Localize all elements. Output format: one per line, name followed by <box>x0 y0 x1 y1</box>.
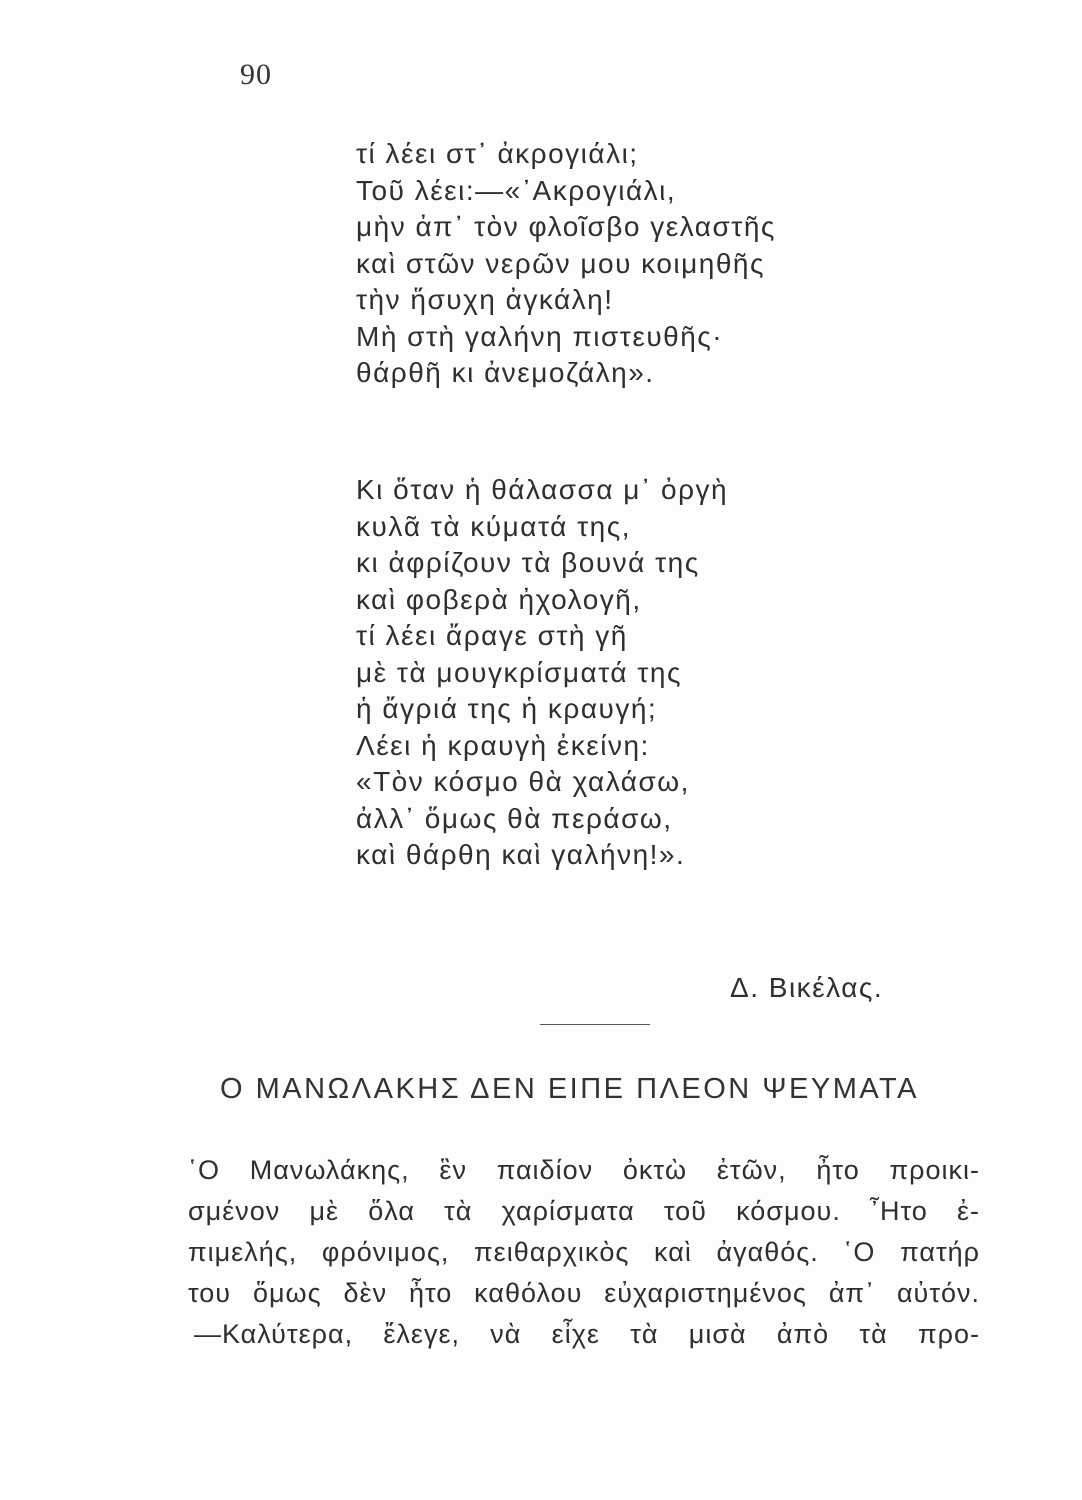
poem-stanza-2 <box>356 472 728 874</box>
poem-line: ἡ ἄγριά της ἡ κραυγή; <box>356 693 658 724</box>
story-line: —Καλύτερα, ἔλεγε, νὰ εἶχε τὰ μισὰ ἀπὸ τὰ προ- <box>194 1319 980 1349</box>
poem-line: «Τὸν κόσμο θὰ χαλάσω, <box>356 766 690 797</box>
story-line: ῾Ο Μανωλάκης, ἓν παιδίον ὀκτὼ ἐτῶν, ἦτο προικι- <box>188 1155 980 1185</box>
poem-line: θάρθῆ κι ἀνεμοζάλη». <box>356 357 655 388</box>
poem-line: Κι ὅταν ἡ θάλασσα μ᾿ ὀργὴ <box>356 474 729 505</box>
poem-line: τί λέει ἄραγε στὴ γῆ <box>356 620 628 651</box>
story-line: σμένον μὲ ὅλα τὰ χαρίσματα τοῦ κόσμου. ῏Ητο ἐ- <box>188 1196 980 1226</box>
poem-author: Δ. Βικέλας. <box>730 972 884 1003</box>
poem-line: μὲ τὰ μουγκρίσματά της <box>356 656 682 688</box>
poem-stanza-1 <box>356 136 776 392</box>
poem-line: καὶ θάρθη καὶ γαλήνη!». <box>356 839 686 870</box>
story-title: Ο ΜΑΝΩΛΑΚΗΣ ΔΕΝ ΕΙΠΕ ΠΛΕΟΝ ΨΕΥΜΑΤΑ <box>220 1073 919 1105</box>
story-line: πιμελής, φρόνιμος, πειθαρχικὸς καὶ ἀγαθός. ῾Ο πατήρ <box>188 1237 980 1267</box>
poem-line: τὴν ἥσυχη ἀγκάλη! <box>356 284 614 315</box>
poem-line: Λέει ἡ κραυγὴ ἐκείνη: <box>356 729 650 761</box>
poem-line: καὶ φοβερὰ ἠχολογῆ, <box>356 583 642 615</box>
poem-line: τί λέει στ᾿ ἀκρογιάλι; <box>356 138 639 169</box>
poem-line: καὶ στῶν νερῶν μου κοιμηθῆς <box>356 247 765 279</box>
poem-line: μὴν ἀπ᾿ τὸν φλοῖσβο γελαστῆς <box>356 211 776 242</box>
poem-line: Τοῦ λέει:—«᾿Ακρογιάλι, <box>356 174 677 206</box>
poem-line: κυλᾶ τὰ κύματά της, <box>356 510 631 542</box>
page-number: 90 <box>240 58 272 91</box>
section-divider <box>540 1024 650 1025</box>
story-line: του ὅμως δὲν ἦτο καθόλου εὐχαριστημένος ἀπ᾿ αὐτόν. <box>188 1278 980 1308</box>
poem-line: Μὴ στὴ γαλήνη πιστευθῆς· <box>356 320 724 352</box>
poem-line: ἀλλ᾿ ὅμως θὰ περάσω, <box>356 802 673 834</box>
poem-line: κι ἀφρίζουν τὰ βουνά της <box>356 547 700 578</box>
story-body <box>188 1150 980 1355</box>
